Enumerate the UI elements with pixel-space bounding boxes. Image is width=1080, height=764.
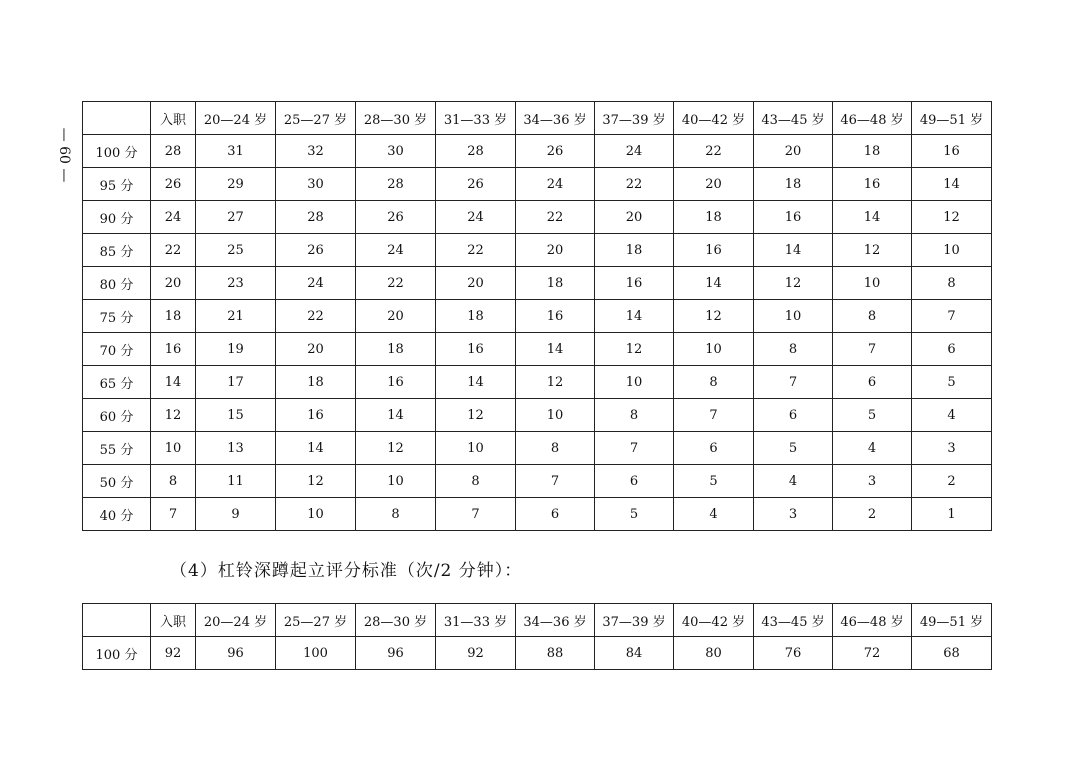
column-header: 28—30 岁 [356, 102, 436, 135]
corner-cell [83, 604, 151, 637]
column-header: 31—33 岁 [436, 102, 516, 135]
table-row [83, 366, 992, 399]
table-cell: 26 [276, 234, 356, 267]
table-cell: 10 [356, 465, 436, 498]
table-cell: 19 [196, 333, 276, 366]
table-cell: 12 [356, 432, 436, 465]
table-cell: 14 [912, 168, 992, 201]
table-cell: 16 [754, 201, 833, 234]
header-row [83, 604, 992, 637]
table-cell: 10 [754, 300, 833, 333]
table-cell: 22 [276, 300, 356, 333]
column-header: 20—24 岁 [196, 102, 276, 135]
table-cell: 4 [912, 399, 992, 432]
column-header: 46—48 岁 [833, 604, 912, 637]
column-header: 46—48 岁 [833, 102, 912, 135]
table-row [83, 234, 992, 267]
row-score-label: 95 分 [83, 168, 151, 201]
table-cell: 30 [356, 135, 436, 168]
score-table-2 [82, 603, 992, 670]
table-cell: 29 [196, 168, 276, 201]
table-cell: 20 [754, 135, 833, 168]
table-cell: 7 [436, 498, 516, 531]
table-cell: 10 [151, 432, 196, 465]
table-cell: 72 [833, 637, 912, 670]
table-cell: 24 [276, 267, 356, 300]
table-cell: 18 [674, 201, 754, 234]
row-score-label: 75 分 [83, 300, 151, 333]
table-cell: 12 [912, 201, 992, 234]
table-cell: 30 [276, 168, 356, 201]
column-header: 入职 [151, 604, 196, 637]
table-cell: 17 [196, 366, 276, 399]
table-cell: 24 [356, 234, 436, 267]
table-cell: 12 [754, 267, 833, 300]
score-table-1 [82, 101, 992, 531]
table-cell: 26 [436, 168, 516, 201]
column-header: 40—42 岁 [674, 604, 754, 637]
table-cell: 8 [356, 498, 436, 531]
table-cell: 10 [276, 498, 356, 531]
table-cell: 20 [516, 234, 595, 267]
table-cell: 18 [516, 267, 595, 300]
table-row [83, 135, 992, 168]
row-score-label: 65 分 [83, 366, 151, 399]
table-cell: 8 [912, 267, 992, 300]
table-cell: 14 [595, 300, 674, 333]
column-header: 入职 [151, 102, 196, 135]
column-header: 20—24 岁 [196, 604, 276, 637]
section-caption: （4）杠铃深蹲起立评分标准（次/2 分钟）： [170, 561, 523, 581]
table-cell: 8 [151, 465, 196, 498]
table-cell: 18 [595, 234, 674, 267]
table-cell: 5 [595, 498, 674, 531]
table-cell: 14 [151, 366, 196, 399]
row-score-label: 70 分 [83, 333, 151, 366]
table-row [83, 637, 992, 670]
table-cell: 4 [674, 498, 754, 531]
header-row [83, 102, 992, 135]
table-cell: 16 [436, 333, 516, 366]
row-score-label: 100 分 [83, 135, 151, 168]
table-cell: 5 [912, 366, 992, 399]
table-cell: 2 [833, 498, 912, 531]
column-header: 43—45 岁 [754, 102, 833, 135]
table-cell: 10 [833, 267, 912, 300]
table-cell: 9 [196, 498, 276, 531]
column-header: 28—30 岁 [356, 604, 436, 637]
row-score-label: 85 分 [83, 234, 151, 267]
table-row [83, 168, 992, 201]
column-header: 34—36 岁 [516, 604, 595, 637]
table-cell: 22 [516, 201, 595, 234]
table-cell: 7 [912, 300, 992, 333]
table-cell: 5 [674, 465, 754, 498]
table-cell: 16 [674, 234, 754, 267]
table-cell: 20 [276, 333, 356, 366]
table-cell: 3 [912, 432, 992, 465]
table-cell: 22 [674, 135, 754, 168]
table-cell: 14 [516, 333, 595, 366]
table-cell: 28 [151, 135, 196, 168]
table-cell: 8 [833, 300, 912, 333]
table-row [83, 432, 992, 465]
column-header: 31—33 岁 [436, 604, 516, 637]
table-cell: 12 [151, 399, 196, 432]
table-cell: 92 [151, 637, 196, 670]
table-cell: 68 [912, 637, 992, 670]
table-cell: 26 [356, 201, 436, 234]
table-cell: 3 [754, 498, 833, 531]
table-cell: 10 [674, 333, 754, 366]
table-cell: 16 [356, 366, 436, 399]
table-cell: 16 [516, 300, 595, 333]
table-cell: 24 [436, 201, 516, 234]
column-header: 43—45 岁 [754, 604, 833, 637]
table-cell: 31 [196, 135, 276, 168]
table-cell: 10 [436, 432, 516, 465]
table-cell: 20 [436, 267, 516, 300]
table-cell: 16 [912, 135, 992, 168]
table-cell: 7 [595, 432, 674, 465]
table-cell: 96 [196, 637, 276, 670]
table-cell: 21 [196, 300, 276, 333]
table-cell: 18 [754, 168, 833, 201]
table-cell: 12 [436, 399, 516, 432]
table-cell: 8 [674, 366, 754, 399]
table-cell: 12 [674, 300, 754, 333]
table-cell: 7 [833, 333, 912, 366]
table-row [83, 498, 992, 531]
table-cell: 6 [516, 498, 595, 531]
table-cell: 100 [276, 637, 356, 670]
table-cell: 20 [151, 267, 196, 300]
table-cell: 18 [356, 333, 436, 366]
table-cell: 20 [595, 201, 674, 234]
table-cell: 14 [276, 432, 356, 465]
table-row [83, 333, 992, 366]
table-cell: 5 [754, 432, 833, 465]
table-cell: 10 [912, 234, 992, 267]
table-cell: 18 [276, 366, 356, 399]
table-cell: 14 [754, 234, 833, 267]
table-cell: 84 [595, 637, 674, 670]
table-cell: 14 [674, 267, 754, 300]
table-cell: 15 [196, 399, 276, 432]
page-number: — 60 — [56, 127, 72, 183]
row-score-label: 50 分 [83, 465, 151, 498]
table-cell: 25 [196, 234, 276, 267]
table-cell: 7 [674, 399, 754, 432]
table-cell: 7 [516, 465, 595, 498]
table-cell: 26 [516, 135, 595, 168]
table-cell: 8 [516, 432, 595, 465]
table-cell: 14 [436, 366, 516, 399]
table-cell: 10 [595, 366, 674, 399]
table-cell: 26 [151, 168, 196, 201]
table-cell: 28 [356, 168, 436, 201]
table-cell: 22 [595, 168, 674, 201]
table-row [83, 465, 992, 498]
table-cell: 8 [595, 399, 674, 432]
table-cell: 16 [276, 399, 356, 432]
table-cell: 18 [151, 300, 196, 333]
table-cell: 22 [436, 234, 516, 267]
table-row [83, 399, 992, 432]
table-cell: 18 [436, 300, 516, 333]
table-cell: 20 [674, 168, 754, 201]
row-score-label: 90 分 [83, 201, 151, 234]
column-header: 37—39 岁 [595, 604, 674, 637]
table-cell: 32 [276, 135, 356, 168]
table-cell: 4 [833, 432, 912, 465]
table-cell: 28 [436, 135, 516, 168]
table-cell: 22 [356, 267, 436, 300]
column-header: 25—27 岁 [276, 604, 356, 637]
table-cell: 7 [754, 366, 833, 399]
table-cell: 6 [833, 366, 912, 399]
table-cell: 24 [516, 168, 595, 201]
table-row [83, 300, 992, 333]
table-cell: 80 [674, 637, 754, 670]
table-cell: 96 [356, 637, 436, 670]
table-cell: 12 [595, 333, 674, 366]
table-cell: 8 [754, 333, 833, 366]
table-cell: 16 [151, 333, 196, 366]
table-cell: 8 [436, 465, 516, 498]
column-header: 49—51 岁 [912, 102, 992, 135]
table-cell: 13 [196, 432, 276, 465]
row-score-label: 40 分 [83, 498, 151, 531]
table-cell: 18 [833, 135, 912, 168]
table-cell: 24 [595, 135, 674, 168]
row-score-label: 100 分 [83, 637, 151, 670]
table-cell: 1 [912, 498, 992, 531]
table-cell: 20 [356, 300, 436, 333]
table-cell: 14 [833, 201, 912, 234]
table-cell: 23 [196, 267, 276, 300]
column-header: 49—51 岁 [912, 604, 992, 637]
table-cell: 3 [833, 465, 912, 498]
table-cell: 6 [754, 399, 833, 432]
row-score-label: 60 分 [83, 399, 151, 432]
table-cell: 88 [516, 637, 595, 670]
table-cell: 27 [196, 201, 276, 234]
table-cell: 16 [595, 267, 674, 300]
table-cell: 16 [833, 168, 912, 201]
table-cell: 12 [516, 366, 595, 399]
table-cell: 6 [595, 465, 674, 498]
row-score-label: 55 分 [83, 432, 151, 465]
table-cell: 92 [436, 637, 516, 670]
table-cell: 5 [833, 399, 912, 432]
column-header: 37—39 岁 [595, 102, 674, 135]
column-header: 34—36 岁 [516, 102, 595, 135]
table-cell: 7 [151, 498, 196, 531]
table-cell: 6 [674, 432, 754, 465]
table-cell: 76 [754, 637, 833, 670]
table-cell: 12 [276, 465, 356, 498]
table-row [83, 201, 992, 234]
row-score-label: 80 分 [83, 267, 151, 300]
corner-cell [83, 102, 151, 135]
table-cell: 28 [276, 201, 356, 234]
table-cell: 14 [356, 399, 436, 432]
table-cell: 6 [912, 333, 992, 366]
column-header: 40—42 岁 [674, 102, 754, 135]
column-header: 25—27 岁 [276, 102, 356, 135]
table-cell: 4 [754, 465, 833, 498]
table-cell: 24 [151, 201, 196, 234]
table-cell: 22 [151, 234, 196, 267]
table-cell: 2 [912, 465, 992, 498]
table-row [83, 267, 992, 300]
table-cell: 11 [196, 465, 276, 498]
table-cell: 10 [516, 399, 595, 432]
table-cell: 12 [833, 234, 912, 267]
